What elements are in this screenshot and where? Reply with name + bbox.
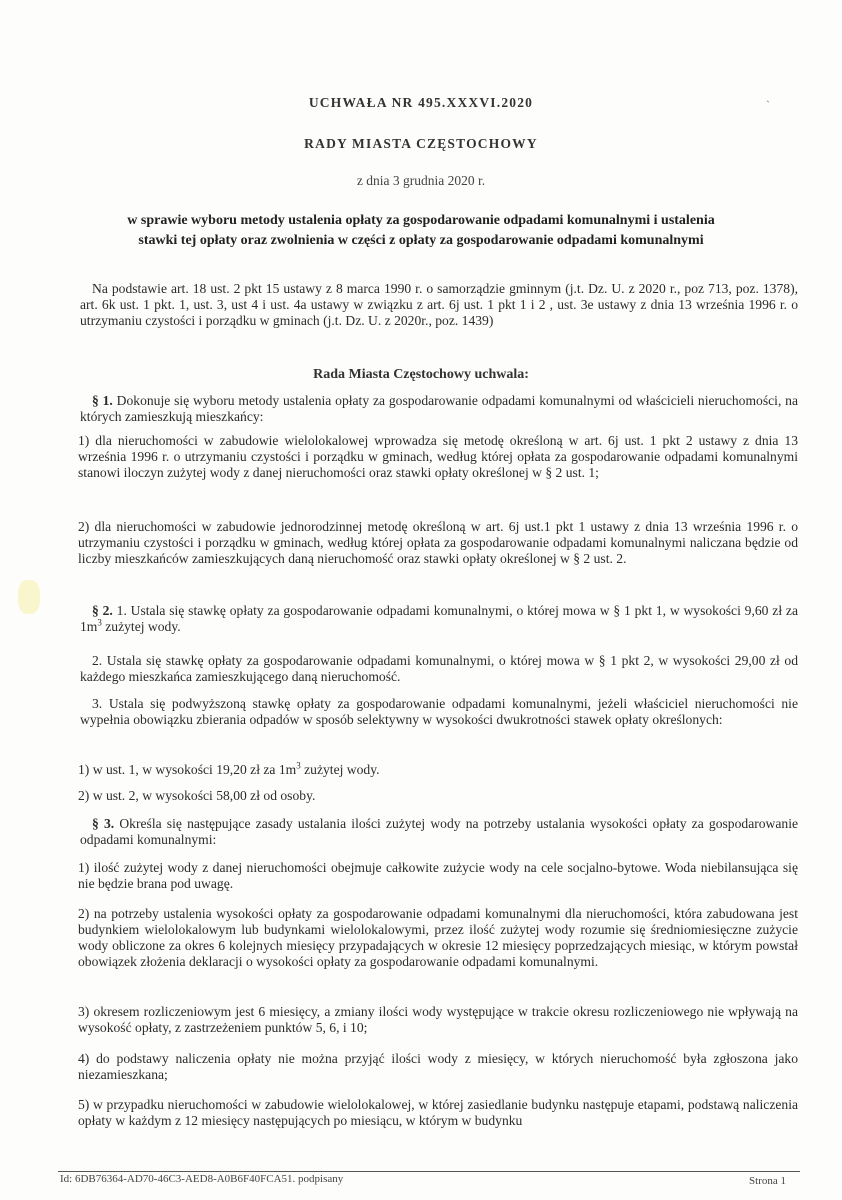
section-2-para-1-text: 1. Ustala się stawkę opłaty za gospodarowanie odpadami komunalnymi, o której mowa w § 1 pkt 1, w wysokości 9,60 zł za 1m [80, 603, 799, 634]
resolution-issuer: RADY MIASTA CZĘSTOCHOWY [304, 136, 538, 151]
section-1-item-2: 2) dla nieruchomości w zabudowie jednorodzinnej metodę określoną w art. 6j ust.1 pkt 1 ustawy z dnia 13 września 1996 r. o utrzymaniu czystości i porządku w gminach, według której opłata za gospodarowanie odpadami komunalnymi naliczana będzie od liczby mieszkańców zamieszkujących daną nieruchomość oraz stawki opłaty określonej w § 2 ust. 2. [78, 519, 798, 566]
section-2-item-1 [78, 762, 798, 778]
section-3-text: Określa się następujące zasady ustalania ilości zużytej wody na potrzeby ustalania wysokości opłaty za gospodarowanie odpadami komunalnymi: [80, 816, 799, 847]
section-2-para-1-end: zużytej wody. [101, 619, 181, 634]
section-2-item-1-end: zużytej wody. [300, 762, 380, 777]
footer-rule [58, 1171, 800, 1172]
scan-stain [18, 580, 40, 614]
page-number: Strona 1 [749, 1175, 786, 1187]
section-1 [80, 393, 798, 425]
section-2-para-1 [80, 603, 798, 635]
section-2-item-1-text: 1) w ust. 1, w wysokości 19,20 zł za 1m [78, 762, 297, 777]
document-id: Id: 6DB76364-AD70-46C3-AED8-A0B6F40FCA51. podpisany [60, 1173, 344, 1185]
resolution-date: z dnia 3 grudnia 2020 r. [356, 173, 486, 188]
resolves-heading: Rada Miasta Częstochowy uchwala: [313, 367, 529, 382]
subject-line-1: w sprawie wyboru metody ustalenia opłaty za gospodarowanie odpadami komunalnymi i ustalenia [127, 213, 715, 228]
section-1-label: § 1. [92, 393, 113, 408]
scan-mark: ` [766, 98, 770, 112]
resolution-title: UCHWAŁA NR 495.XXXVI.2020 [308, 95, 534, 110]
section-3 [80, 816, 798, 848]
section-3-item-2: 2) na potrzeby ustalenia wysokości opłaty za gospodarowanie odpadami komunalnymi dla nieruchomości, która zabudowana jest budynkiem wielolokalowym lub budynkami wielolokalowymi, przez ilość zużytej wody rozumie się średniomiesięczne zużycie wody obliczone za okres 6 kolejnych miesięcy przypadających w okresie 12 miesięcy poprzedzających miesiąc, w którym powstał obowiązek złożenia deklaracji o wysokości opłaty za gospodarowanie odpadami komunalnymi. [78, 906, 798, 969]
section-1-item-1: 1) dla nieruchomości w zabudowie wielolokalowej wprowadza się metodę określoną w art. 6j ust. 1 pkt 2 ustawy z dnia 13 września 1996 r. o utrzymaniu czystości i porządku w gminach, według której opłata za gospodarowanie odpadami komunalnymi stanowi iloczyn zużytej wody z danej nieruchomości oraz stawki opłaty określonej w § 2 ust. 1; [78, 433, 798, 480]
preamble: Na podstawie art. 18 ust. 2 pkt 15 ustawy z 8 marca 1990 r. o samorządzie gminnym (j.t. Dz. U. z 2020 r., poz 713, poz. 1378), art. 6k ust. 1 pkt. 1, ust. 3, ust 4 i ust. 4a ustawy w związku z art. 6j ust. 1 pkt 1 i 2 , ust. 3e ustawy z dnia 13 września 1996 r. o utrzymaniu czystości i porządku w gminach (j.t. Dz. U. z 2020r., poz. 1439) [80, 281, 798, 328]
subject-line-2: stawki tej opłaty oraz zwolnienia w części z opłaty za gospodarowanie odpadami komunalnymi [138, 233, 704, 248]
section-3-item-5: 5) w przypadku nieruchomości w zabudowie wielolokalowej, w której zasiedlanie budynku następuje etapami, podstawą naliczenia opłaty w każdym z 12 miesięcy następujących po miesiącu, w którym w budynku [78, 1097, 798, 1128]
section-1-text: Dokonuje się wyboru metody ustalenia opłaty za gospodarowanie odpadami komunalnymi od właścicieli nieruchomości, na których zamieszkują mieszkańcy: [80, 393, 799, 424]
section-3-item-3: 3) okresem rozliczeniowym jest 6 miesięcy, a zmiany ilości wody występujące w trakcie okresu rozliczeniowego nie wpływają na wysokość opłaty, z zastrzeżeniem punktów 5, 6, i 10; [78, 1004, 798, 1035]
section-2-para-3: 3. Ustala się podwyższoną stawkę opłaty za gospodarowanie odpadami komunalnymi, jeżeli właściciel nieruchomości nie wypełnia obowiązku zbierania odpadów w sposób selektywny w wysokości dwukrotności stawek opłaty określonych: [80, 696, 798, 727]
section-3-label: § 3. [92, 816, 115, 831]
cubic-superscript: 3 [296, 760, 301, 771]
section-3-item-4: 4) do podstawy naliczenia opłaty nie można przyjąć ilości wody z miesięcy, w których nieruchomość była zgłoszona jako niezamieszkana; [78, 1051, 798, 1082]
section-2-label: § 2. [92, 603, 113, 618]
cubic-superscript: 3 [97, 617, 102, 628]
section-2-para-2: 2. Ustala się stawkę opłaty za gospodarowanie odpadami komunalnymi, o której mowa w § 1 pkt 2, w wysokości 29,00 zł od każdego mieszkańca zamieszkującego daną nieruchomość. [80, 653, 798, 684]
section-2-item-2: 2) w ust. 2, w wysokości 58,00 zł od osoby. [78, 788, 316, 803]
section-3-item-1: 1) ilość zużytej wody z danej nieruchomości obejmuje całkowite zużycie wody na cele socjalno-bytowe. Woda niebilansująca się nie będzie brana pod uwagę. [78, 860, 798, 891]
